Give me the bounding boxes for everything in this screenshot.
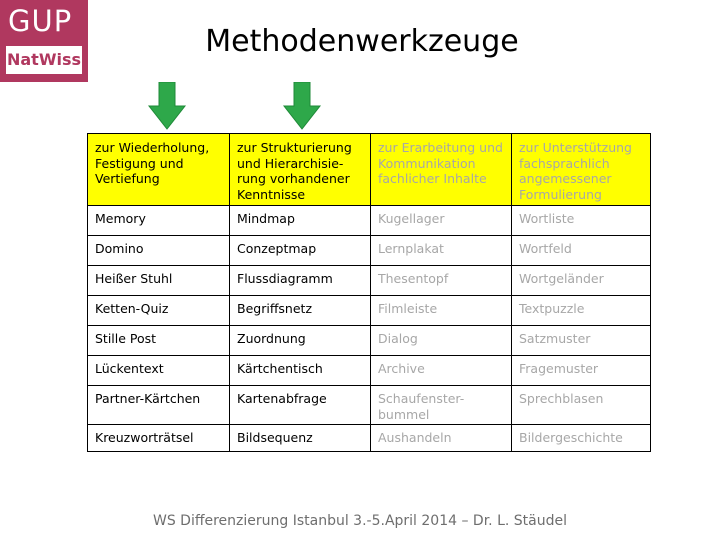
table-cell: Fragemuster [512, 356, 651, 386]
table-row [88, 296, 651, 326]
table-cell: Kugellager [371, 206, 512, 236]
header-cell: zur Strukturierung und Hierarchisie-rung vorhandener Kenntnisse [230, 134, 371, 206]
header-cell: zur Wiederholung, Festigung und Vertiefung [88, 134, 230, 206]
table-cell: Mindmap [230, 206, 371, 236]
slide-footer: WS Differenzierung Istanbul 3.-5.April 2014 – Dr. L. Stäudel [152, 513, 567, 529]
table-cell: Schaufenster-bummel [371, 386, 512, 425]
table-cell: Kartenabfrage [230, 386, 371, 425]
down-arrow-icon [282, 82, 322, 130]
logo-natwiss-text: NatWiss [6, 46, 82, 74]
table-cell: Begriffsnetz [230, 296, 371, 326]
table-cell: Stille Post [88, 326, 230, 356]
table-cell: Textpuzzle [512, 296, 651, 326]
table-cell: Sprechblasen [512, 386, 651, 425]
table-row [88, 425, 651, 452]
table-cell: Satzmuster [512, 326, 651, 356]
table-cell: Bildsequenz [230, 425, 371, 452]
table-row [88, 356, 651, 386]
table-cell: Wortliste [512, 206, 651, 236]
table-cell: Dialog [371, 326, 512, 356]
table-cell: Partner-Kärtchen [88, 386, 230, 425]
table-cell: Conzeptmap [230, 236, 371, 266]
table-row [88, 266, 651, 296]
table-cell: Thesentopf [371, 266, 512, 296]
table-row [88, 206, 651, 236]
down-arrow-icon [147, 82, 187, 130]
header-cell: zur Unterstützung fachsprachlich angemessener Formulierung [512, 134, 651, 206]
table-cell: Kärtchentisch [230, 356, 371, 386]
table-cell: Memory [88, 206, 230, 236]
table-cell: Lückentext [88, 356, 230, 386]
table-cell: Filmleiste [371, 296, 512, 326]
table-row [88, 326, 651, 356]
table-cell: Domino [88, 236, 230, 266]
table-header-row [88, 134, 651, 206]
table-cell: Kreuzworträtsel [88, 425, 230, 452]
header-cell: zur Erarbeitung und Kommunikation fachlicher Inhalte [371, 134, 512, 206]
table-cell: Archive [371, 356, 512, 386]
table-cell: Aushandeln [371, 425, 512, 452]
table-cell: Heißer Stuhl [88, 266, 230, 296]
table-cell: Bildergeschichte [512, 425, 651, 452]
table-cell: Ketten-Quiz [88, 296, 230, 326]
logo-gup-text: GUP [8, 4, 73, 38]
methods-table [87, 133, 651, 452]
table-cell: Flussdiagramm [230, 266, 371, 296]
table-cell: Lernplakat [371, 236, 512, 266]
table-cell: Wortfeld [512, 236, 651, 266]
table-row [88, 236, 651, 266]
table-row [88, 386, 651, 425]
slide-title: Methodenwerkzeuge [205, 24, 519, 59]
table-cell: Zuordnung [230, 326, 371, 356]
table-cell: Wortgeländer [512, 266, 651, 296]
